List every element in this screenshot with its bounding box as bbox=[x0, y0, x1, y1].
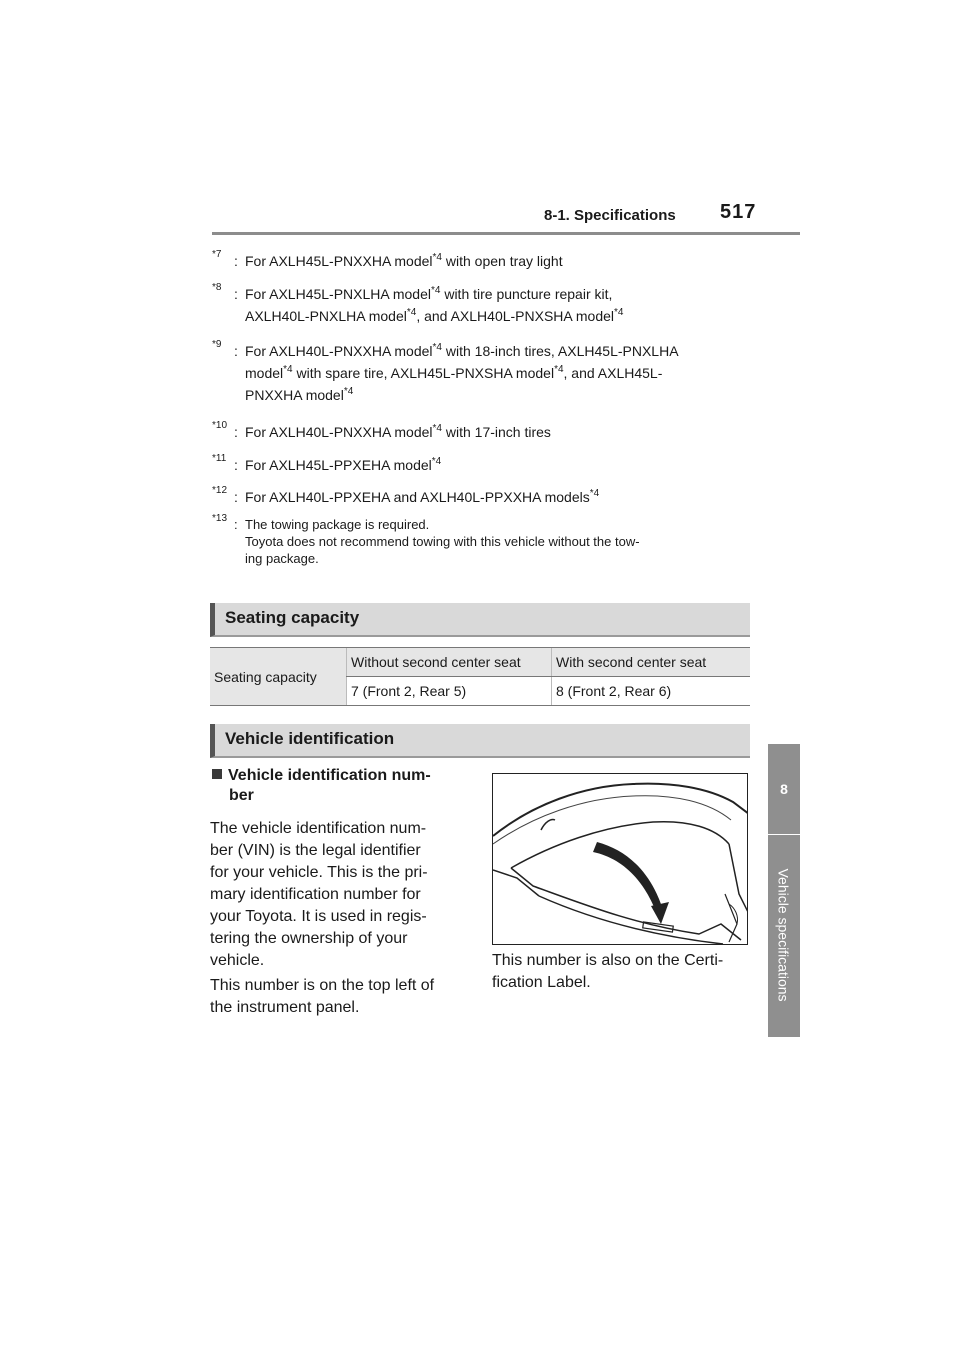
paragraph-line: vehicle. bbox=[210, 952, 265, 969]
footnote-ref: *4 bbox=[343, 386, 354, 397]
footnote-ref: *4 bbox=[406, 307, 417, 318]
footnote-ref: *4 bbox=[432, 342, 442, 353]
footnote-ref: *4 bbox=[614, 307, 624, 318]
footnote-line: model$^{*4}$ with spare tire, AXLH45L-PNXSHA model$^{*4}$, and AXLH45L- bbox=[245, 364, 663, 381]
paragraph-line: The vehicle identification num- bbox=[210, 820, 427, 837]
windshield-vin-illustration bbox=[492, 773, 748, 945]
footnote-ref: *4 bbox=[283, 364, 293, 375]
paragraph-line: This number is on the top left of bbox=[210, 977, 435, 994]
paragraph-line: ber (VIN) is the legal identifier bbox=[210, 842, 421, 859]
chapter-label-wrap bbox=[768, 835, 800, 1035]
footnote-ref: *4 bbox=[589, 488, 600, 499]
paragraph-line: mary identification number for bbox=[210, 886, 421, 903]
footnote-colon: : bbox=[234, 286, 238, 302]
footnote-colon: : bbox=[234, 343, 238, 359]
footnote-item bbox=[212, 340, 752, 406]
footnote-line: For AXLH40L-PNXXHA model$^{*4}$ with 17-inch tires bbox=[245, 423, 551, 440]
footnote-ref: *4 bbox=[430, 285, 441, 296]
footnote-line: AXLH40L-PNXLHA model$^{*4}$, and AXLH40L-PNXSHA model$^{*4}$ bbox=[245, 307, 624, 324]
footnote-item bbox=[212, 486, 752, 508]
footnote-item bbox=[212, 283, 752, 327]
header-rule bbox=[212, 232, 800, 235]
vin-paragraph-1 bbox=[210, 818, 470, 972]
footnote-mark: *10 bbox=[212, 420, 228, 431]
footnote-colon: : bbox=[234, 457, 238, 473]
footnote-colon: : bbox=[234, 517, 238, 532]
header-section-title: 8-1. Specifications bbox=[544, 207, 676, 224]
seating-row-label: Seating capacity bbox=[210, 648, 347, 706]
footnote-mark: *7 bbox=[212, 249, 222, 260]
vehicle-id-heading-text: Vehicle identification bbox=[225, 729, 395, 748]
vehicle-id-section-heading bbox=[210, 724, 750, 758]
paragraph-line: the instrument panel. bbox=[210, 999, 360, 1016]
footnote-colon: : bbox=[234, 424, 238, 440]
vin-paragraph-3 bbox=[492, 950, 762, 994]
chapter-number-tab: 8 bbox=[768, 744, 800, 834]
footnote-mark: *9 bbox=[212, 339, 222, 350]
footnote-item bbox=[212, 454, 752, 476]
col-header-without: Without second center seat bbox=[347, 648, 552, 677]
footnote-mark: *8 bbox=[212, 282, 222, 293]
footnote-line: For AXLH45L-PNXLHA model$^{*4}$ with tire puncture repair kit, bbox=[245, 285, 613, 302]
footnote-line: Toyota does not recommend towing with this vehicle without the tow- bbox=[245, 534, 640, 549]
value-with: 8 (Front 2, Rear 6) bbox=[552, 677, 751, 706]
footnote-line: For AXLH45L-PPXEHA model$^{*4}$ bbox=[245, 456, 442, 473]
table-row bbox=[210, 648, 750, 677]
seating-table bbox=[210, 647, 750, 706]
vin-subheading-line2: ber bbox=[229, 787, 254, 804]
value-without: 7 (Front 2, Rear 5) bbox=[347, 677, 552, 706]
footnote-mark: *12 bbox=[212, 485, 228, 496]
footnote-ref: *4 bbox=[431, 456, 442, 467]
paragraph-line: tering the ownership of your bbox=[210, 930, 408, 947]
vin-paragraph-2 bbox=[210, 975, 470, 1019]
footnote-line: For AXLH45L-PNXXHA model$^{*4}$ with open tray light bbox=[245, 252, 563, 269]
footnote-colon: : bbox=[234, 489, 238, 505]
vin-subheading bbox=[212, 765, 431, 787]
footnote-mark: *11 bbox=[212, 453, 227, 464]
paragraph-line: fication Label. bbox=[492, 974, 591, 991]
chapter-label: Vehicle specifications bbox=[776, 868, 793, 1002]
footnote-line: For AXLH40L-PPXEHA and AXLH40L-PPXXHA models$^{*4}$ bbox=[245, 488, 600, 505]
paragraph-line: for your vehicle. This is the pri- bbox=[210, 864, 428, 881]
seating-heading-text: Seating capacity bbox=[225, 608, 360, 627]
footnote-ref: *4 bbox=[432, 423, 442, 434]
footnote-line: The towing package is required. bbox=[245, 517, 430, 532]
footnote-colon: : bbox=[234, 253, 238, 269]
col-header-with: With second center seat bbox=[552, 648, 751, 677]
footnote-line: For AXLH40L-PNXXHA model$^{*4}$ with 18-inch tires, AXLH45L-PNXLHA bbox=[245, 342, 679, 359]
footnote-item bbox=[212, 513, 752, 567]
page-number: 517 bbox=[720, 201, 757, 223]
vin-subheading-line1: Vehicle identification num- bbox=[228, 767, 431, 784]
bullet-square-icon bbox=[212, 769, 222, 779]
paragraph-line: This number is also on the Certi- bbox=[492, 952, 724, 969]
seating-section-heading bbox=[210, 603, 750, 637]
footnote-item bbox=[212, 250, 752, 272]
paragraph-line: your Toyota. It is used in regis- bbox=[210, 908, 427, 925]
footnote-ref: *4 bbox=[432, 252, 442, 263]
footnote-mark: *13 bbox=[212, 513, 228, 524]
footnote-line: PNXXHA model$^{*4}$ bbox=[245, 386, 354, 403]
footnote-item bbox=[212, 421, 752, 443]
footnote-ref: *4 bbox=[554, 364, 564, 375]
footnote-line: ing package. bbox=[245, 551, 319, 566]
